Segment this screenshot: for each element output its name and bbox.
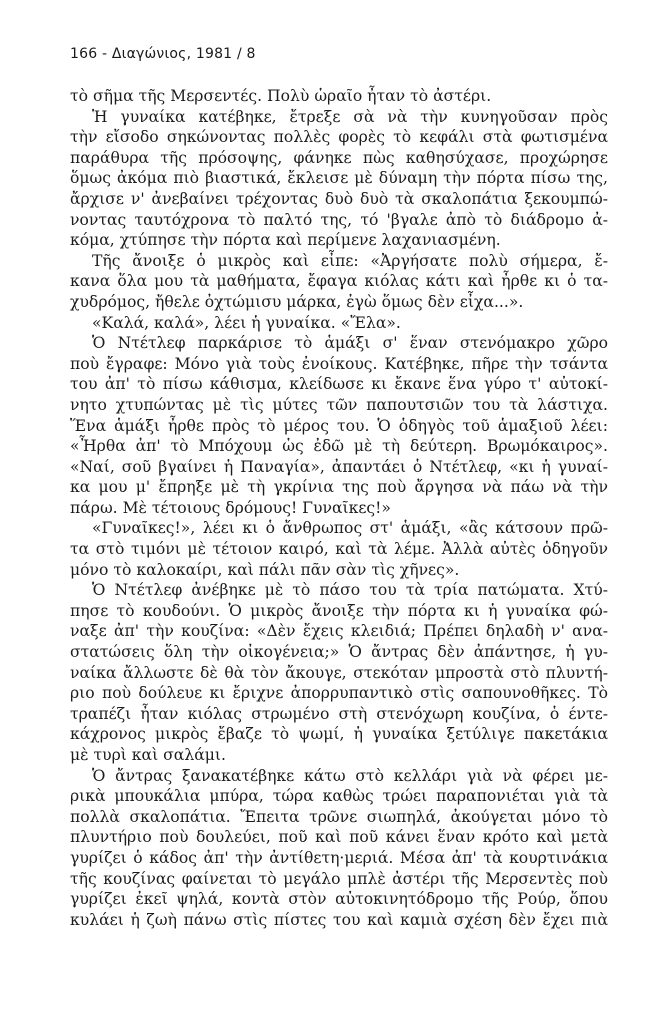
text-line: τῆς κουζίνας φαίνεται τὸ μεγάλο μπλὲ ἀστέρι τῆς Μερσεντὲς ποὺ (70, 869, 608, 888)
text-line: ἄρχισε ν' ἀνεβαίνει τρέχοντας δυὸ δυὸ τὰ σκαλοπάτια ξεκουμπώ- (70, 189, 608, 208)
text-line: κανα ὅλα μου τὰ μαθήματα, ἔφαγα κιόλας κάτι καὶ ἦρθε κι ὁ τα- (70, 272, 608, 291)
text-line: τὸ σῆμα τῆς Μερσεντές. Πολὺ ὡραῖο ἦταν τὸ ἀστέρι. (70, 87, 492, 105)
text-line: μόνο τὸ καλοκαίρι, καὶ πάλι πᾶν σὰν τὶς χῆνες». (70, 560, 460, 579)
text-line: παράθυρα τῆς πρόσοψης, φάνηκε πὼς καθησύχασε, προχώρησε (70, 148, 608, 167)
running-head: 166 - Διαγώνιος, 1981 / 8 (70, 46, 256, 62)
text-line: νητο χτυπώντας μὲ τὶς μύτες τῶν παπουτσιῶν του τὰ λάστιχα. (70, 395, 608, 414)
text-line: ποὺ ἔγραφε: Μόνο γιὰ τοὺς ἐνοίκους. Κατέβηκε, πῆρε τὴν τσάντα (70, 354, 608, 373)
text-line: νοντας ταυτόχρονα τὸ παλτό της, τό 'βγαλε ἀπὸ τὸ διάδρομο ἀ- (70, 210, 608, 229)
text-line: Ὁ Ντέτλεφ ἀνέβηκε μὲ τὸ πάσο του τὰ τρία πατώματα. Χτύ- (92, 581, 608, 600)
text-line: κόμα, χτύπησε τὴν πόρτα καὶ περίμενε λαχανιασμένη. (70, 231, 501, 250)
text-line: Ἡ γυναίκα κατέβηκε, ἔτρεξε σὰ νὰ τὴν κυνηγοῦσαν πρὸς (92, 107, 608, 126)
text-line: κυλάει ἡ ζωὴ πάνω στὶς πίστες του καὶ καμιὰ σχέση δὲν ἔχει πιὰ (70, 910, 608, 929)
text-line: γυρίζει ἐκεῖ ψηλά, κοντὰ στὸν αὐτοκινητόδρομο τῆς Ρούρ, ὅπου (70, 890, 608, 909)
text-line: πολλὰ σκαλοπάτια. Ἔπειτα τρῶνε σιωπηλά, ἀκούγεται μόνο τὸ (70, 807, 608, 826)
text-line: στατώσεις ὅλη τὴν οἰκογένεια;» Ὁ ἄντρας δὲν ἀπάντησε, ἡ γυ- (70, 643, 608, 662)
body-text (70, 86, 608, 930)
text-line: μὲ τυρὶ καὶ σαλάμι. (70, 746, 226, 764)
text-line: «Γυναῖκες!», λέει κι ὁ ἄνθρωπος στ' ἁμάξι, «ἂς κάτσουν πρῶ- (92, 519, 608, 538)
text-line: ναίκα ἄλλωστε δὲ θὰ τὸν ἄκουγε, στεκόταν μπροστὰ στὸ πλυντή- (70, 663, 608, 682)
text-line: ριο ποὺ δούλευε κι ἔριχνε ἀπορρυπαντικὸ στὶς σαπουνοθῆκες. Τὸ (70, 684, 608, 703)
text-line: πησε τὸ κουδούνι. Ὁ μικρὸς ἄνοιξε τὴν πόρτα κι ἡ γυναίκα φώ- (70, 601, 608, 620)
text-line: «Ναί, σοῦ βγαίνει ἡ Παναγία», ἀπαντάει ὁ Ντέτλεφ, «κι ἡ γυναί- (70, 457, 608, 476)
text-line: τὴν εἴσοδο σηκώνοντας πολλὲς φορὲς τὸ κεφάλι στὰ φωτισμένα (70, 128, 608, 147)
text-line: τα στὸ τιμόνι μὲ τέτοιον καιρό, καὶ τὰ λέμε. Ἀλλὰ αὐτὲς ὁδηγοῦν (70, 540, 608, 559)
text-line: πάρω. Μὲ τέτοιους δρόμους! Γυναῖκες!» (70, 498, 391, 517)
text-line: γυρίζει ὁ κάδος ἀπ' τὴν ἀντίθετη·μεριά. Μέσα ἀπ' τὰ κουρτινάκια (70, 848, 608, 867)
text-line: «Ἦρθα ἀπ' τὸ Μπόχουμ ὡς ἐδῶ μὲ τὴ δεύτερη. Βρωμόκαιρος». (70, 437, 608, 456)
text-line: πλυντήριο ποὺ δουλεύει, ποῦ καὶ ποῦ κάνει ἕναν κρότο καὶ μετὰ (70, 828, 608, 847)
text-line: ναξε ἀπ' τὴν κουζίνα: «Δὲν ἔχεις κλειδιά; Πρέπει δηλαδὴ ν' ανα- (70, 622, 608, 641)
text-line: Ὁ Ντέτλεφ παρκάρισε τὸ ἁμάξι σ' ἕναν στενόμακρο χῶρο (92, 334, 608, 353)
text-line: «Καλά, καλά», λέει ἡ γυναίκα. «Ἔλα». (92, 313, 401, 332)
text-line: τραπέζι ἦταν κιόλας στρωμένο στὴ στενόχωρη κουζίνα, ὁ έντε- (70, 704, 608, 723)
text-line: ρικὰ μπουκάλια μπύρα, τώρα καθὼς τρώει παραπονιέται γιὰ τὰ (70, 787, 608, 806)
text-line: Ἕνα ἁμάξι ἦρθε πρὸς τὸ μέρος του. Ὁ ὁδηγὸς τοῦ ἁμαξιοῦ λέει: (70, 416, 608, 435)
text-line: κα μου μ' ἔπρηξε μὲ τὴ γκρίνια της ποὺ ἄργησα νὰ πάω νὰ τὴν (70, 478, 608, 497)
text-line: του ἀπ' τὸ πίσω κάθισμα, κλείδωσε κι ἔκανε ἕνα γύρο τ' αὐτοκί- (70, 375, 608, 394)
text-line: Ὁ ἄντρας ξανακατέβηκε κάτω στὸ κελλάρι γιὰ νὰ φέρει με- (92, 766, 608, 785)
text-line: Τῆς ἄνοιξε ὁ μικρὸς καὶ εἶπε: «Ἀργήσατε πολὺ σήμερα, ἔ- (92, 251, 608, 270)
text-line: κάχρονος μικρὸς ἔβαζε τὸ ψωμί, ἡ γυναίκα ξετύλιγε πακετάκια (70, 725, 608, 744)
text-line: χυδρόμος, ἤθελε ὀχτώμισυ μάρκα, ἐγὼ ὅμως δὲν εἶχα...». (70, 292, 524, 311)
text-line: ὅμως ἀκόμα πιὸ βιαστικά, ἔκλεισε μὲ δύναμη τὴν πόρτα πίσω της, (70, 169, 608, 188)
